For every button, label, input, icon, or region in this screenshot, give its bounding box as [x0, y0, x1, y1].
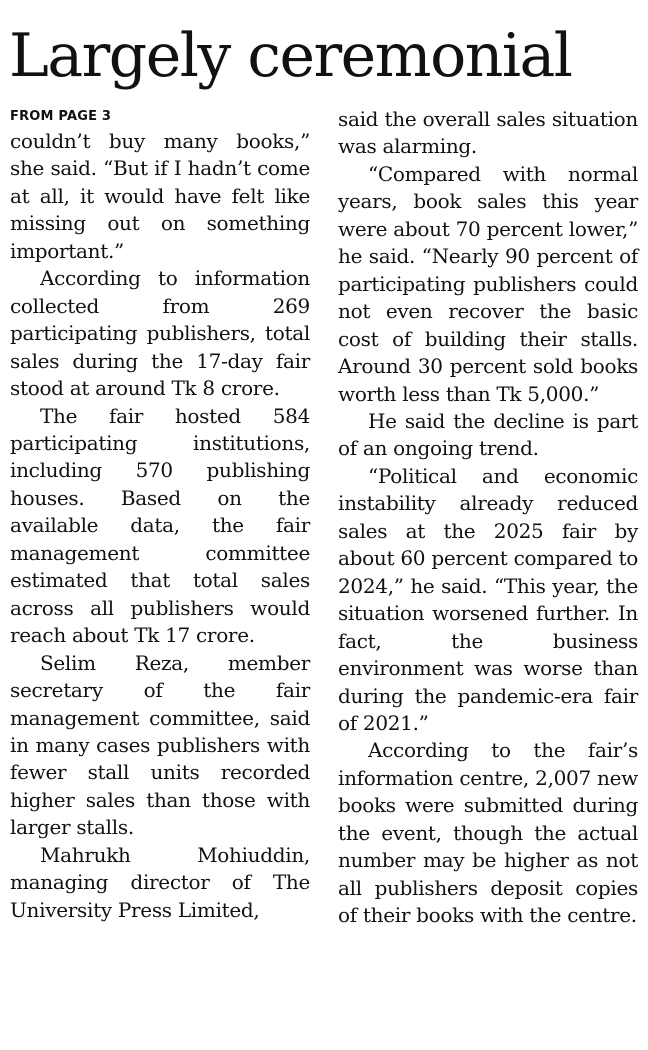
paragraph: According to information collected from 269 participating publishers, total sales during the 17-day fair stood at around Tk 8 crore. [10, 266, 310, 401]
paragraph: He said the decline is part of an ongoing trend. [338, 408, 638, 461]
headline: Largely ceremonial [9, 21, 572, 91]
paragraph: Mahrukh Mohiuddin, managing director of The University Press Limited, [10, 842, 310, 922]
paragraph: According to the fair’s information centre, 2,007 new books were submitted during the event, though the actual number may be higher as not all publishers deposit copies of their books with the centre. [338, 738, 638, 928]
article-column-left [10, 106, 310, 924]
paragraph-continued: said the overall sales situation was alarming. [338, 107, 638, 159]
paragraph: “Political and economic instability already reduced sales at the 2025 fair by about 60 percent compared to 2024,” he said. “This year, the situation worsened further. In fact, the business environment was worse than during the pandemic-era fair of 2021.” [338, 463, 638, 735]
paragraph-continued: couldn’t buy many books,” she said. “But if I hadn’t come at all, it would have felt like missing out on something important.” [10, 129, 310, 263]
paragraph: “Compared with normal years, book sales this year were about 70 percent lower,” he said. “Nearly 90 percent of participating publishers could not even recover the basic cost of building their stalls. Around 30 percent sold books worth less than Tk 5,000.” [338, 161, 638, 406]
jump-line: FROM PAGE 3 [10, 109, 112, 124]
paragraph: Selim Reza, member secretary of the fair management committee, said in many cases publishers with fewer stall units recorded higher sales than those with larger stalls. [10, 650, 310, 840]
article-column-right [338, 106, 638, 930]
paragraph: The fair hosted 584 participating institutions, including 570 publishing houses. Based on the available data, the fair management committee estimated that total sales across all publishers would reach about Tk 17 crore. [10, 403, 310, 648]
